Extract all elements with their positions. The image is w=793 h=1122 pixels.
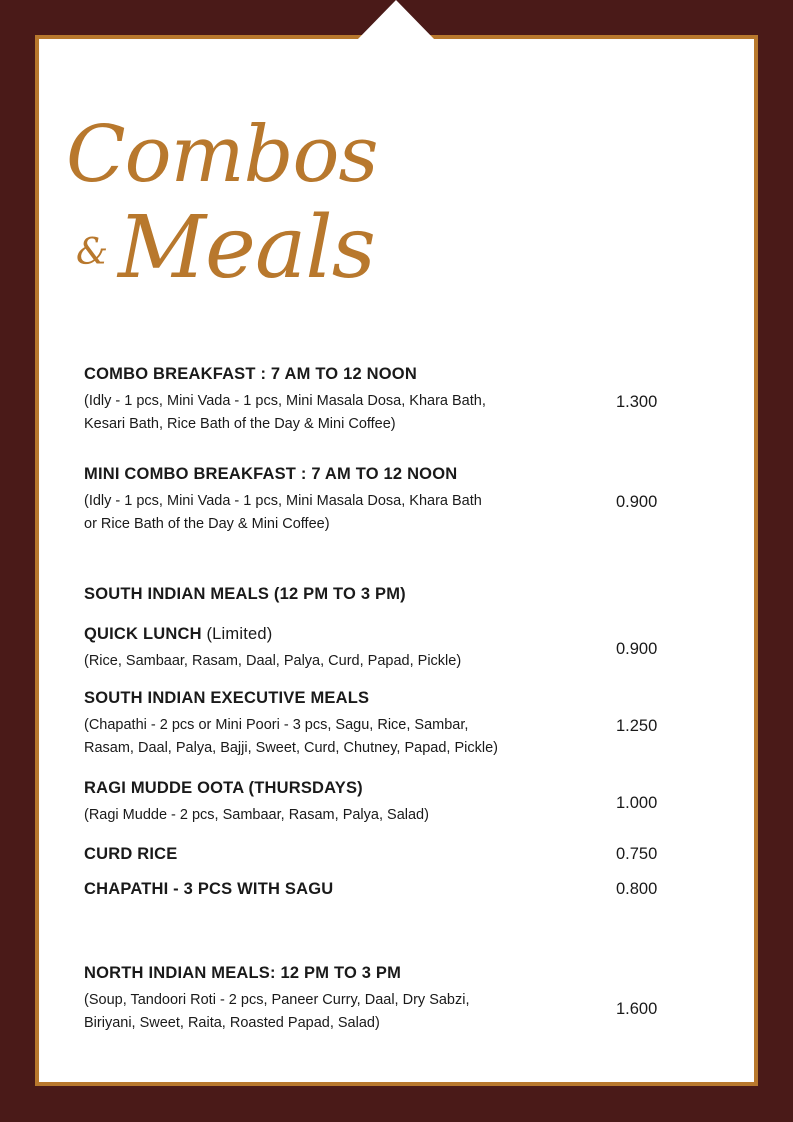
item-heading: SOUTH INDIAN EXECUTIVE MEALS — [84, 689, 370, 707]
desc-line: Rasam, Daal, Palya, Bajji, Sweet, Curd, Chutney, Papad, Pickle) — [84, 740, 498, 756]
item-description — [84, 390, 684, 436]
item-price: 0.900 — [616, 493, 658, 511]
desc-line: (Idly - 1 pcs, Mini Vada - 1 pcs, Mini Masala Dosa, Khara Bath, — [84, 393, 486, 409]
desc-line: or Rice Bath of the Day & Mini Coffee) — [84, 516, 330, 532]
desc-line: (Chapathi - 2 pcs or Mini Poori - 3 pcs, Sagu, Rice, Sambar, — [84, 717, 469, 733]
desc-line: (Rice, Sambaar, Rasam, Daal, Palya, Curd, Papad, Pickle) — [84, 653, 462, 669]
item-description — [84, 989, 684, 1035]
desc-line: Kesari Bath, Rice Bath of the Day & Mini Coffee) — [84, 416, 396, 432]
desc-line: (Idly - 1 pcs, Mini Vada - 1 pcs, Mini Masala Dosa, Khara Bath — [84, 493, 482, 509]
menu-item-quick-lunch — [84, 625, 684, 673]
menu-item-curd-rice — [84, 845, 684, 864]
item-description — [84, 804, 684, 827]
item-description — [84, 650, 684, 673]
desc-line: (Soup, Tandoori Roti - 2 pcs, Paneer Curry, Daal, Dry Sabzi, — [84, 992, 470, 1008]
desc-line: Biriyani, Sweet, Raita, Roasted Papad, Salad) — [84, 1015, 380, 1031]
item-price: 1.250 — [616, 717, 658, 735]
item-heading: MINI COMBO BREAKFAST : 7 AM TO 12 NOON — [84, 465, 458, 483]
section-title: SOUTH INDIAN MEALS (12 PM TO 3 PM) — [84, 585, 406, 603]
item-heading: COMBO BREAKFAST : 7 AM TO 12 NOON — [84, 365, 417, 383]
menu-item-chapathi — [84, 880, 684, 899]
menu-item-north-indian-meals — [84, 964, 684, 1035]
item-price: 1.000 — [616, 794, 658, 812]
heading-text: QUICK LUNCH — [84, 625, 202, 643]
item-price: 0.750 — [616, 845, 658, 863]
top-notch — [357, 0, 435, 40]
item-heading — [84, 625, 684, 644]
menu-item-mini-combo-breakfast — [84, 465, 684, 536]
menu-item-combo-breakfast — [84, 365, 684, 436]
desc-line: (Ragi Mudde - 2 pcs, Sambaar, Rasam, Palya, Salad) — [84, 807, 429, 823]
title-ampersand: & — [76, 232, 109, 273]
item-heading: CURD RICE — [84, 845, 178, 863]
item-heading: RAGI MUDDE OOTA (THURSDAYS) — [84, 779, 363, 797]
item-heading: NORTH INDIAN MEALS: 12 PM TO 3 PM — [84, 964, 402, 982]
title-combos: Combos — [66, 110, 378, 200]
item-price: 1.300 — [616, 393, 658, 411]
menu-item-executive-meals — [84, 689, 684, 760]
item-price: 1.600 — [616, 1000, 658, 1018]
item-description — [84, 714, 684, 760]
heading-note: (Limited) — [201, 625, 273, 643]
item-heading: CHAPATHI - 3 PCS WITH SAGU — [84, 880, 334, 898]
item-description — [84, 490, 684, 536]
menu-item-ragi-mudde — [84, 779, 684, 827]
section-heading-south-indian — [84, 585, 684, 604]
item-price: 0.900 — [616, 640, 658, 658]
title-meals: Meals — [118, 198, 375, 298]
item-price: 0.800 — [616, 880, 658, 898]
